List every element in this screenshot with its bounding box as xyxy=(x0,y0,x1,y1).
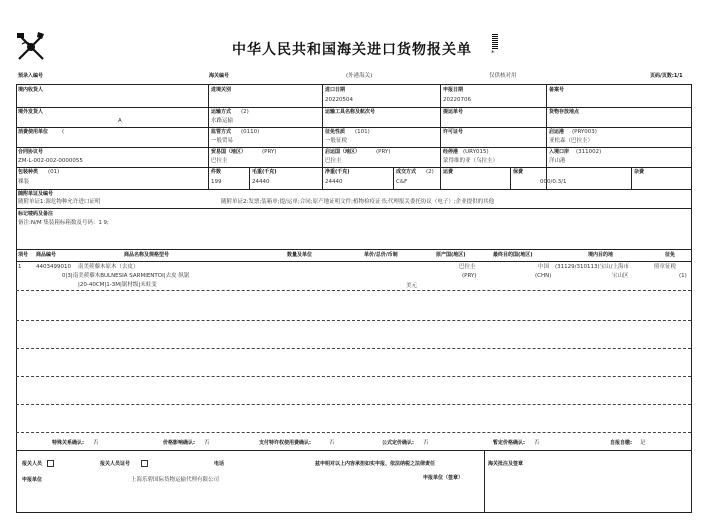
bill-no-label: 提运单号 xyxy=(443,109,464,115)
gross-weight: 24440 xyxy=(252,179,270,185)
tax-nature-label: 征免性质 xyxy=(325,129,346,135)
remarks-label: 标记唛码及备注 xyxy=(18,211,54,217)
insurance: 000/0.3/1 xyxy=(540,179,567,185)
shipper-value: A xyxy=(118,118,122,124)
declarant-label: 报关人员 xyxy=(22,461,43,467)
departure-port: 亚松森（巴拉圭） xyxy=(549,138,594,144)
attached-doc-2: 随附单证2:发票;装箱单;提/运单;合同;原产地证明文件;植物检疫证书;代理报关委托协议（电子）;企业提供的其他 xyxy=(221,199,495,205)
goods-item-no: 1 xyxy=(18,264,22,270)
supervision-code: (0110) xyxy=(241,129,260,135)
pieces-label: 件数 xyxy=(211,169,222,175)
transport-mode-code: (2) xyxy=(241,109,249,115)
goods-name-line1: 南美蒺藜木原木（去皮） xyxy=(78,264,139,270)
contract-no: ZM-L-002-002-0000055 xyxy=(18,158,83,164)
departure-port-code: (PRY003) xyxy=(572,129,597,135)
goods-tax-mode-code: (1) xyxy=(679,273,687,279)
transport-mode-label: 运输方式 xyxy=(211,109,232,115)
provisional-price-value: 否 xyxy=(534,440,540,446)
purpose-note: 仅供核对用 xyxy=(489,73,517,79)
goods-currency: 美元 xyxy=(406,283,418,289)
transit-port-label: 经停港 xyxy=(443,149,459,155)
origin-country-code: (PRY) xyxy=(376,149,391,155)
entry-port-code: (311002) xyxy=(576,149,602,155)
goods-origin-code: (PRY) xyxy=(462,273,477,279)
entry-port-label: 入境口岸 xyxy=(549,149,570,155)
goods-district-line1: (31129/310113)宝山/上海市 xyxy=(555,264,629,270)
price-influence-value: 否 xyxy=(204,440,210,446)
departure-port-label: 启运港 xyxy=(549,129,565,135)
goods-name-line3: |20-40CM|1-3M|锯材级|未蛀变 xyxy=(78,282,157,288)
entry-port: 洋山港 xyxy=(549,158,566,164)
col-domestic-district: 境内目的地 xyxy=(588,252,614,258)
license-no-label: 许可证号 xyxy=(443,129,464,135)
shipper-label: 境外发货人 xyxy=(18,109,44,115)
consignee-label: 境内收货人 xyxy=(18,87,44,93)
declaring-unit: 上海乐碧国际货物运输代理有限公司 xyxy=(131,477,220,483)
misc-fee-label: 杂费 xyxy=(634,169,645,175)
declare-date-label: 申报日期 xyxy=(443,87,464,93)
col-origin: 原产国(地区) xyxy=(436,252,466,258)
consumer-value: ( xyxy=(62,129,65,135)
col-destination: 最终目的国(地区) xyxy=(493,252,533,258)
barcode-mark xyxy=(492,34,498,50)
col-item-no: 项号 xyxy=(18,252,29,258)
page-count: 页码/页数:1/1 xyxy=(650,73,683,79)
col-qty-unit: 数量及单位 xyxy=(287,252,313,258)
consumer-label: 消费使用单位 xyxy=(18,129,49,135)
col-hs-code: 商品编号 xyxy=(36,252,57,258)
import-date: 20220504 xyxy=(325,97,353,103)
pieces: 199 xyxy=(211,179,222,185)
transport-mode: 水路运输 xyxy=(211,118,234,124)
import-date-label: 进口日期 xyxy=(325,87,346,93)
legal-statement: 兹申明对以上内容承担如实申报、依法纳税之法律责任 xyxy=(315,461,436,467)
package-type-label: 包装种类 xyxy=(18,169,39,175)
declare-date: 20220706 xyxy=(443,97,471,103)
col-name-spec: 商品名称及规格型号 xyxy=(124,252,170,258)
pre-entry-no-label: 预录入编号 xyxy=(18,73,44,79)
goods-tax-mode: 照章征税 xyxy=(654,264,677,270)
customs-note-label: 海关批注及签章 xyxy=(488,461,524,467)
special-relation-label: 特殊关系确认: xyxy=(52,440,85,446)
trade-terms: C&F xyxy=(396,179,408,185)
barcode-star: * xyxy=(491,49,495,57)
transit-port: 蒙得维的亚（乌拉圭） xyxy=(443,158,499,164)
royalty-value: 否 xyxy=(329,440,335,446)
entry-port-customs-label: 进境关别 xyxy=(211,87,232,93)
gross-weight-label: 毛重(千克) xyxy=(252,169,277,175)
net-weight-label: 净重(千克) xyxy=(325,169,350,175)
trade-country-code: (PRY) xyxy=(262,149,277,155)
tax-nature: 一般征税 xyxy=(325,138,348,144)
customs-name: (外港海关) xyxy=(346,73,373,79)
goods-name-line2: 0|3|南美蒺藜木BULNESIA SARMIENTOI|去皮 纵锯 xyxy=(62,273,190,279)
unit-seal-label: 申报单位（签章） xyxy=(423,475,464,481)
remarks-text: 备注:N/M 集装箱标箱数及号码：1 9; xyxy=(18,220,109,226)
phone-label: 电话 xyxy=(214,461,225,467)
origin-country-label: 启运国（地区） xyxy=(325,149,361,155)
supervision-mode: 一般贸易 xyxy=(211,138,234,144)
package-type-code: (01) xyxy=(48,169,60,175)
storage-location-label: 货物存放地点 xyxy=(549,109,580,115)
royalty-label: 支付特许权使用费确认: xyxy=(259,440,312,446)
attached-docs-label: 随附单证及编号 xyxy=(18,191,54,197)
declaring-unit-label: 申报单位 xyxy=(22,477,43,483)
goods-origin: 巴拉圭 xyxy=(459,264,476,270)
vessel-label: 运输工具名称及航次号 xyxy=(325,109,376,115)
goods-hs-code: 4403499010 xyxy=(36,264,71,270)
trade-country: 巴拉圭 xyxy=(211,158,228,164)
trade-terms-code: (2) xyxy=(426,169,434,175)
formula-price-value: 否 xyxy=(423,440,429,446)
price-influence-label: 价格影响确认: xyxy=(163,440,196,446)
col-tax-mode: 征免 xyxy=(665,252,676,258)
customs-no-label: 海关编号 xyxy=(209,73,230,79)
goods-district-line2: 宝山区 xyxy=(612,273,629,279)
special-relation-value: 否 xyxy=(93,440,99,446)
package-type: 裸装 xyxy=(18,179,30,185)
insurance-label: 保费 xyxy=(513,169,524,175)
freight-label: 运费 xyxy=(443,169,454,175)
formula-price-label: 公式定价确认: xyxy=(382,440,415,446)
document-title: 中华人民共和国海关进口货物报关单 xyxy=(232,42,472,58)
col-price: 单价/总价/币制 xyxy=(364,252,398,258)
self-pay-label: 自报自缴: xyxy=(610,440,632,446)
provisional-price-label: 暂定价格确认: xyxy=(493,440,526,446)
trade-terms-label: 成交方式 xyxy=(396,169,417,175)
transit-port-code: (URY015) xyxy=(463,149,489,155)
self-pay-value: 是 xyxy=(640,440,646,446)
origin-country: 巴拉圭 xyxy=(325,158,342,164)
tax-nature-code: (101) xyxy=(355,129,370,135)
goods-destination: 中国 xyxy=(538,264,550,270)
record-no-label: 备案号 xyxy=(549,87,565,93)
attached-doc-1: 随附单证1:源危物种允许进口证明 xyxy=(18,199,101,205)
net-weight: 24440 xyxy=(325,179,343,185)
supervision-label: 监管方式 xyxy=(211,129,232,135)
declarant-cert-label: 报关人员证号 xyxy=(100,461,131,467)
goods-destination-code: (CHN) xyxy=(535,273,552,279)
contract-no-label: 合同协议号 xyxy=(18,149,44,155)
trade-country-label: 贸易国（地区） xyxy=(211,149,247,155)
